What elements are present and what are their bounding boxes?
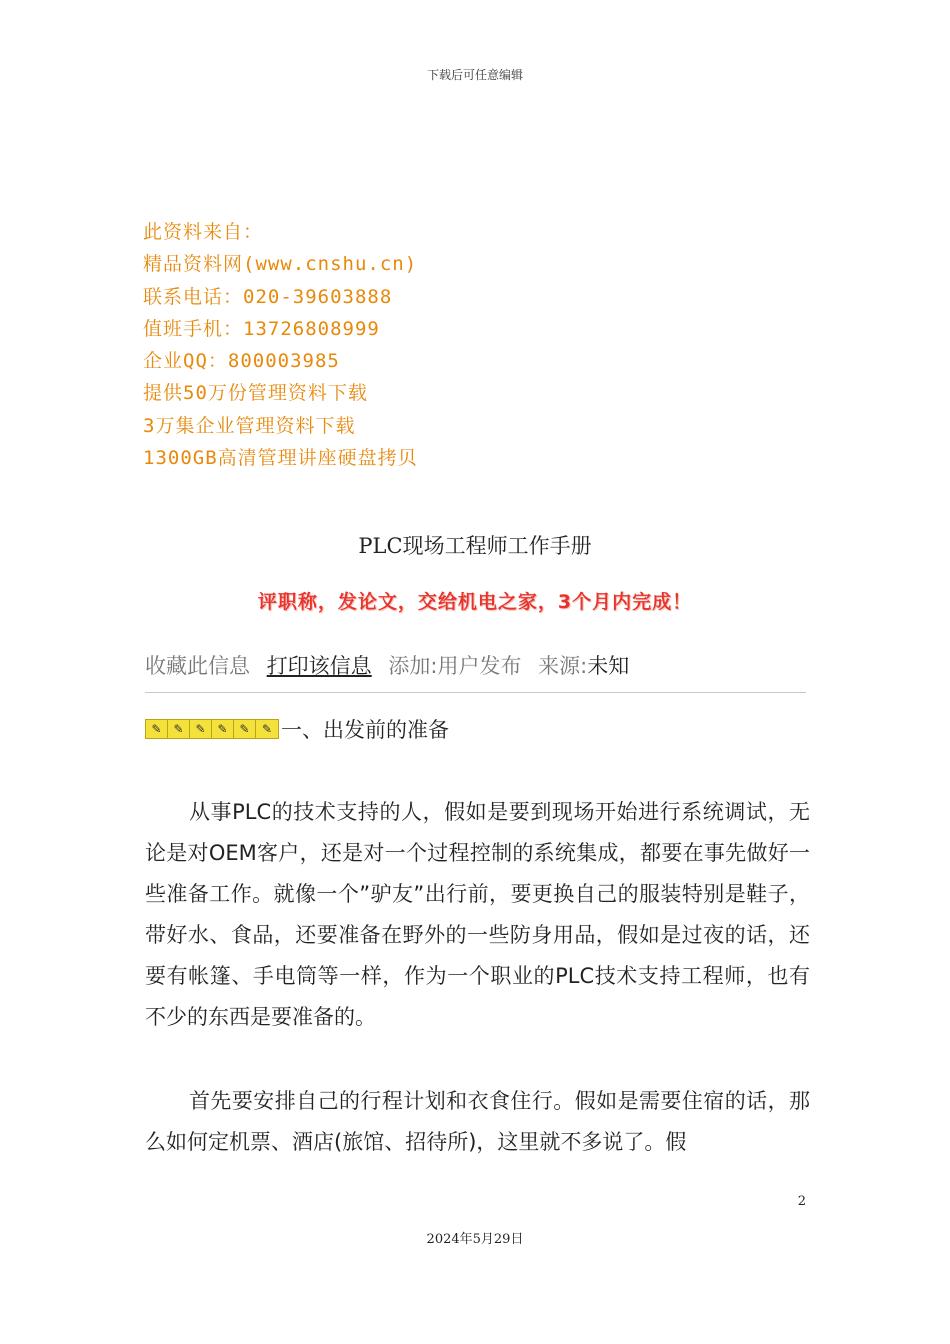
pencil-icon: ✎ bbox=[234, 720, 256, 738]
footer-date: 2024年5月29日 bbox=[426, 1232, 524, 1247]
source-line: 提供50万份管理资料下载 bbox=[143, 382, 368, 405]
article-meta-row bbox=[145, 650, 805, 680]
source-line: 精品资料网(www.cnshu.cn) bbox=[143, 253, 418, 276]
source-info-block bbox=[143, 216, 418, 474]
section-heading bbox=[145, 714, 449, 744]
source-value: 未知 bbox=[587, 654, 630, 678]
favorite-link[interactable]: 收藏此信息 bbox=[145, 654, 250, 678]
source-line: 此资料来自： bbox=[143, 221, 264, 243]
source-line: 企业QQ：800003985 bbox=[143, 350, 340, 373]
body-paragraph: 首先要安排自己的行程计划和衣食住行。假如是需要住宿的话，那么如何定机票、酒店(旅馆、招待所)，这里就不多说了。假 bbox=[145, 1089, 810, 1154]
source-label: 来源: bbox=[538, 654, 588, 678]
section-heading-text: 一、出发前的准备 bbox=[281, 718, 449, 742]
added-by-label: 添加:用户发布 bbox=[388, 654, 522, 678]
print-link[interactable]: 打印该信息 bbox=[266, 654, 372, 678]
pencil-icon: ✎ bbox=[212, 720, 234, 738]
divider bbox=[145, 692, 806, 693]
pencil-icon: ✎ bbox=[146, 720, 168, 738]
pencil-icon: ✎ bbox=[168, 720, 190, 738]
source-line: 值班手机：13726808999 bbox=[143, 317, 380, 340]
page-number: 2 bbox=[797, 1194, 806, 1209]
document-title: PLC现场工程师工作手册 bbox=[358, 534, 592, 558]
source-line: 3万集企业管理资料下载 bbox=[143, 414, 356, 437]
pencil-icon: ✎ bbox=[261, 722, 273, 736]
header-note: 下载后可任意编辑 bbox=[426, 68, 523, 82]
promo-banner: 评职称，发论文，交给机电之家，3个月内完成！ bbox=[257, 591, 693, 613]
section-bullet-strip bbox=[145, 719, 279, 739]
source-line: 联系电话：020-39603888 bbox=[143, 285, 393, 308]
pencil-icon: ✎ bbox=[190, 720, 212, 738]
source-line: 1300GB高清管理讲座硬盘拷贝 bbox=[143, 447, 418, 470]
body-paragraph: 从事PLC的技术支持的人，假如是要到现场开始进行系统调试，无论是对OEM客户，还是对一个过程控制的系统集成，都要在事先做好一些准备工作。就像一个”驴友”出行前，要更换自己的服装特别是鞋子，带好水、食品，还要准备在野外的一些防身用品，假如是过夜的话，还要有帐篷、手电筒等一样，作为一个职业的PLC技术支持工程师，也有不少的东西是要准备的。 bbox=[145, 800, 810, 1029]
